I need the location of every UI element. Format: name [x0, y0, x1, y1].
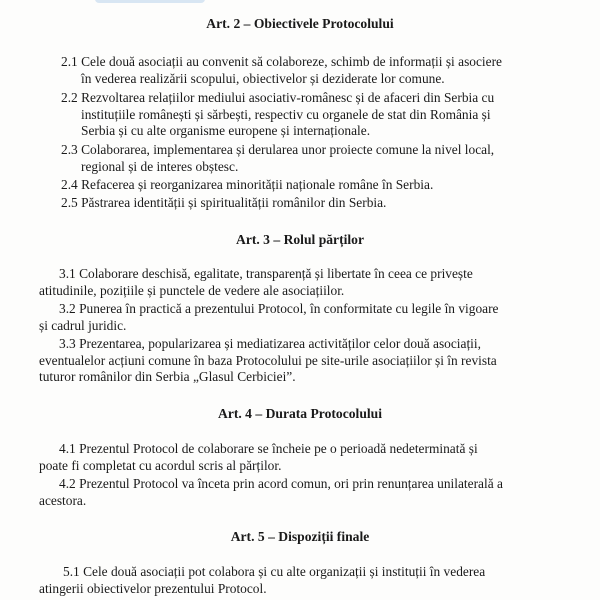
line: Serbia și cu alte organisme europene și internaționale.	[81, 123, 371, 139]
line: regional și de interes obștesc.	[81, 158, 239, 174]
art4-item-4-2	[39, 476, 503, 509]
art2-item-2-3	[61, 142, 494, 175]
art2-item-2-1	[61, 54, 502, 87]
art2-item-2-5	[61, 195, 386, 212]
line: în vederea realizării scopului, obiectivelor și deziderate lor comune.	[81, 70, 445, 86]
line: 2.1 Cele două asociații au convenit să colaboreze, schimb de informații și asociere	[61, 54, 502, 69]
art5-item-5-1	[39, 564, 485, 597]
line: 4.1 Prezentul Protocol de colaborare se încheie pe o perioadă nedeterminată și	[59, 441, 478, 456]
art3-item-3-1	[39, 266, 473, 299]
art2-item-2-4	[61, 177, 433, 194]
line: acestora.	[39, 492, 87, 508]
line: 3.2 Punerea în practică a prezentului Protocol, în conformitate cu legile în vigoare	[59, 301, 499, 316]
line: atitudinile, pozițiile și punctele de vedere ale asociațiilor.	[39, 282, 345, 298]
art3-item-3-2	[39, 301, 499, 334]
line: atingerii obiectivelor prezentului Protocol.	[39, 580, 267, 596]
line: 4.2 Prezentul Protocol va înceta prin acord comun, ori prin renunțarea unilaterală a	[59, 476, 503, 491]
line: poate fi completat cu acordul scris al părților.	[39, 457, 282, 473]
art2-item-2-2	[61, 90, 494, 140]
art2-heading: Art. 2 – Obiectivele Protocolului	[206, 16, 394, 31]
art3-heading: Art. 3 – Rolul părților	[236, 232, 364, 247]
art5-heading: Art. 5 – Dispoziții finale	[230, 529, 370, 544]
line: 2.5 Păstrarea identității și spiritualității românilor din Serbia.	[61, 195, 387, 210]
line: 5.1 Cele două asociații pot colabora și cu alte organizații și instituții în vederea	[63, 564, 486, 579]
line: tuturor românilor din Serbia „Glasul Cerbiciei”.	[39, 369, 296, 385]
art4-item-4-1	[39, 441, 478, 474]
line: 2.4 Refacerea și reorganizarea minorității naționale române în Serbia.	[61, 177, 434, 192]
line: eventualelor acțiuni comune în baza Protocolului pe site-urile asociațiilor și în revista	[39, 352, 497, 368]
line: 3.1 Colaborare deschisă, egalitate, transparență și libertate în ceea ce privește	[59, 266, 473, 281]
line: 2.3 Colaborarea, implementarea și derularea unor proiecte comune la nivel local,	[61, 142, 495, 157]
line: 3.3 Prezentarea, popularizarea și mediatizarea activităților celor două asociații,	[59, 336, 481, 351]
art4-heading: Art. 4 – Durata Protocolului	[218, 406, 382, 421]
line: instituțiile românești și sărbești, respectiv cu organele de stat din România și	[81, 106, 491, 122]
page-top-mark	[95, 0, 205, 3]
line: și cadrul juridic.	[39, 317, 127, 333]
line: 2.2 Rezvoltarea relațiilor mediului asociativ-românesc și de afaceri din Serbia cu	[61, 90, 495, 105]
art3-item-3-3	[39, 336, 497, 386]
